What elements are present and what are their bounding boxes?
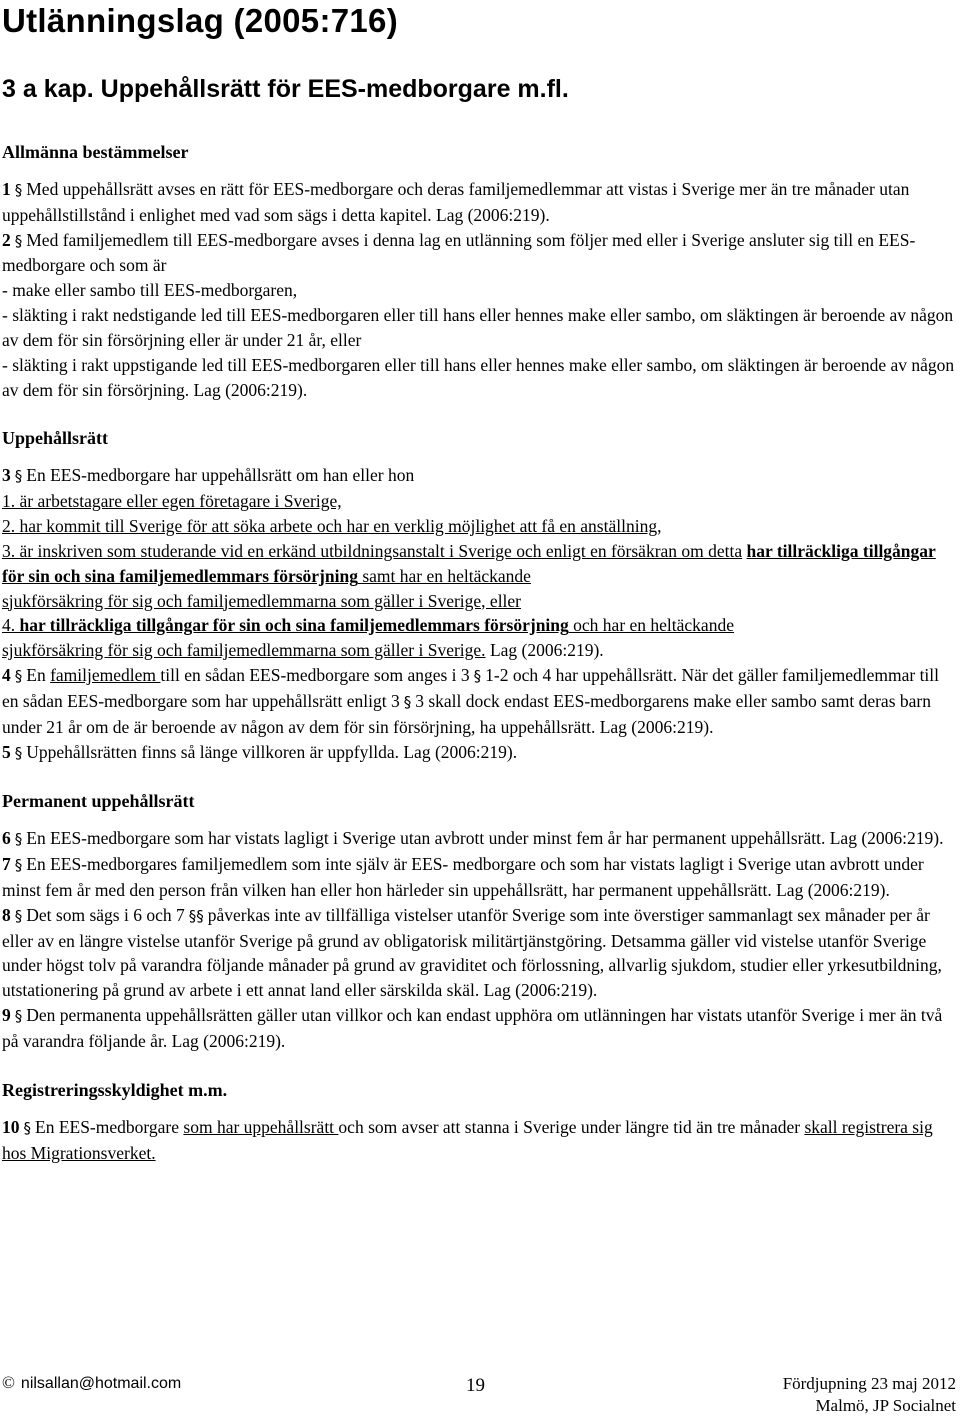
section-heading-registrering: Registreringsskyldighet m.m.: [2, 1079, 228, 1100]
list-item: - make eller sambo till EES-medborgaren,: [2, 280, 298, 301]
paragraph-9: [2, 1003, 956, 1054]
list-item-text: 3. är inskriven som studerande vid en erkänd utbildningsanstalt i Sverige och enligt en försäkran om detta: [2, 540, 743, 561]
paragraph-text: Den permanenta uppehållsrätten gäller utan villkor och kan endast upphöra om utlänningen har vistats utanför Sverige i mer än två på varandra följande år. Lag (2006:219).: [2, 1005, 943, 1051]
paragraph-5: [2, 740, 956, 766]
list-item: - släkting i rakt uppstigande led till EES-medborgaren eller till hans eller hennes make eller sambo, om släktingen är beroende av någon av dem för sin försörjning. Lag (2006:219).: [2, 354, 955, 400]
footer-email: nilsallan@hotmail.com: [20, 1375, 182, 1392]
paragraph-text: En EES-medborgare: [35, 1116, 184, 1137]
footer-location-line: Malmö, JP Socialnet: [815, 1396, 956, 1415]
paragraph-text: En EES-medborgare har uppehållsrätt om han eller hon: [26, 465, 415, 486]
list-item-text: sjukförsäkring för sig och familjemedlemmarna som gäller i Sverige, eller: [2, 590, 522, 611]
paragraph-text: skall registrera sig hos Migrationsverket.: [2, 1116, 933, 1163]
copyright-symbol: ©: [2, 1373, 15, 1392]
section-symbol: §: [14, 830, 23, 849]
paragraph-3: [2, 463, 956, 489]
section-heading-uppehallsratt: Uppehållsrätt: [2, 428, 109, 449]
paragraph-8: [2, 903, 956, 1003]
list-item-text: sjukförsäkring för sig och familjemedlemmarna som gäller i Sverige.: [2, 640, 486, 661]
paragraph-number: 1: [2, 178, 11, 199]
section-symbol: §: [14, 743, 23, 762]
emphasis-text: har tillräckliga tillgångar för sin och sina familjemedlemmars försörjning: [19, 615, 569, 636]
paragraph-number: 7: [2, 854, 11, 875]
list-item: [2, 539, 956, 614]
paragraph-text: 3 skall dock endast EES-medborgarens make eller sambo samt deras barn under 21 år om de är beroende av någon av dem för sin försörjning, ha uppehållsrätt. Lag (2006:219).: [2, 690, 931, 737]
page-footer: [0, 1370, 960, 1415]
paragraph-number: 10: [2, 1116, 20, 1137]
document-body: [2, 140, 956, 1165]
section-symbol: §: [14, 1007, 23, 1026]
section-heading-permanent: Permanent uppehållsrätt: [2, 791, 195, 812]
emphasis-text: har tillräckliga tillgångar för sin och sina familjemedlemmars försörjning: [2, 540, 936, 586]
paragraph-text: En EES-medborgare som har vistats lagligt i Sverige utan avbrott under minst fem år har permanent uppehållsrätt. Lag (2006:219).: [26, 828, 944, 849]
document-title: Utlänningslag (2005:716): [2, 2, 398, 39]
paragraph-text: till en sådan EES-medborgare som anges i 3: [160, 665, 470, 686]
paragraph-number: 3: [2, 465, 11, 486]
section-symbol: §: [14, 180, 23, 199]
paragraph-number: 6: [2, 828, 11, 849]
section-heading-allmanna: Allmänna bestämmelser: [2, 142, 189, 162]
paragraph-text: familjemedlem: [50, 665, 161, 686]
list-item: - släkting i rakt nedstigande led till EES-medborgaren eller till hans eller hennes make eller sambo, om släktingen är beroende av någon av dem för sin försörjning eller är under 21 år, eller: [2, 305, 954, 350]
paragraph-number: 5: [2, 741, 11, 762]
paragraph-10: [2, 1115, 956, 1166]
paragraph-6: [2, 826, 956, 852]
paragraph-number: 2: [2, 229, 11, 250]
section-symbol: §: [14, 231, 23, 250]
list-item: 2. har kommit till Sverige för att söka arbete och har en verklig möjlighet att få en anställning,: [2, 515, 662, 536]
paragraph-text: Med familjemedlem till EES-medborgare avses i denna lag en utlänning som följer med eller i Sverige ansluter sig till en EES-medborgare och som är: [2, 229, 916, 276]
section-symbol: §: [14, 467, 23, 486]
footer-date-line: Fördjupning 23 maj 2012: [782, 1374, 956, 1393]
paragraph-text: Det som sägs i 6 och 7: [26, 904, 185, 925]
page-number: 19: [466, 1375, 485, 1396]
footer-contact: [2, 1373, 181, 1393]
section-symbol: §: [14, 667, 23, 686]
list-item-text: samt har en heltäckande: [357, 565, 531, 586]
paragraph-7: [2, 852, 956, 903]
section-symbol: §: [473, 667, 482, 686]
list-item-text: och har en heltäckande: [568, 615, 734, 636]
list-item-text: 4.: [2, 615, 20, 636]
list-item-text: Lag (2006:219).: [485, 640, 604, 661]
paragraph-2: [2, 228, 956, 279]
paragraph-number: 8: [2, 904, 11, 925]
section-double-symbol: §§: [188, 906, 204, 925]
paragraph-number: 4: [2, 665, 11, 686]
paragraph-1: [2, 177, 956, 228]
paragraph-text: Uppehållsrätten finns så länge villkoren är uppfyllda. Lag (2006:219).: [26, 741, 518, 762]
paragraph-number: 9: [2, 1005, 11, 1026]
paragraph-text: 1-2 och 4 har uppehållsrätt. När det gäller familjemedlemmar till en sådan EES-medborgare som har uppehållsrätt enligt 3: [2, 665, 940, 711]
paragraph-text: En: [26, 665, 51, 686]
section-symbol: §: [23, 1118, 31, 1137]
paragraph-text: En EES-medborgares familjemedlem som inte själv är EES- medborgare och som har vistats lagligt i Sverige utan avbrott under minst fem år med den person från vilken han eller hon härleder sin uppehållsrätt, har permanent uppehållsrätt. Lag (2006:219).: [2, 854, 924, 900]
paragraph-4: [2, 663, 956, 740]
paragraph-text: som har uppehållsrätt: [183, 1116, 339, 1137]
paragraph-text: och som avser att stanna i Sverige under längre tid än tre månader: [338, 1116, 805, 1137]
paragraph-text: Med uppehållsrätt avses en rätt för EES-medborgare och deras familjemedlemmar att vistas i Sverige mer än tre månader utan uppehållstillstånd i enlighet med vad som sägs i detta kapitel. Lag (2006:219).: [2, 178, 910, 225]
list-item: [2, 613, 956, 663]
section-symbol: §: [14, 906, 23, 925]
section-symbol: §: [403, 692, 412, 711]
paragraph-text: påverkas inte av tillfälliga vistelser utanför Sverige som inte överstiger sammanlagt sex månader per år eller av en längre vistelse utanför Sverige på grund av obligatorisk militärtjänstgöring. Detsamma gäller vid vistelse utanför Sverige under högst tolv på varandra följande månader på grund av graviditet och förlossning, allvarlig sjukdom, studier eller yrkesutbildning, utstationering på grund av arbete i ett annat land eller särskilda skäl. Lag (2006:219).: [2, 904, 942, 1001]
section-symbol: §: [14, 856, 23, 875]
list-item: 1. är arbetstagare eller egen företagare i Sverige,: [2, 491, 342, 512]
footer-info: [783, 1373, 956, 1417]
chapter-title: 3 a kap. Uppehållsrätt för EES-medborgare m.fl.: [2, 75, 569, 103]
